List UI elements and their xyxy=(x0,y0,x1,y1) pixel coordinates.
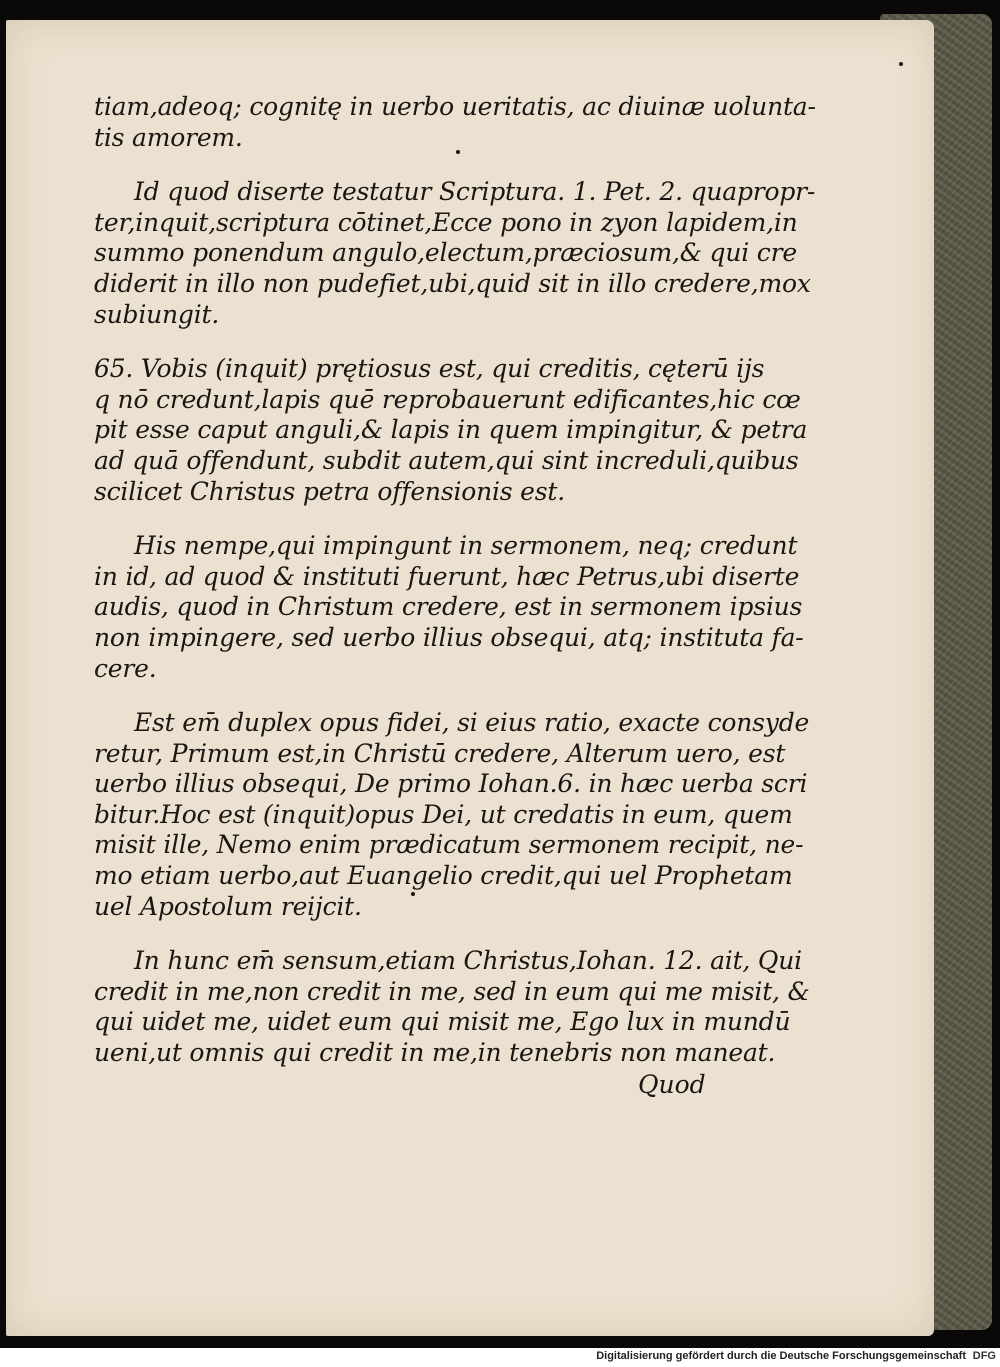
text-line: q nō credunt,lapis quē reprobauerunt edificantes,hic cœ xyxy=(94,384,801,414)
text-line: uerbo illius obsequi, De primo Iohan.6. in hæc uerba scri xyxy=(94,769,808,799)
text-line: uel Apostolum reijcit. xyxy=(94,891,362,921)
paragraph-4 xyxy=(94,531,804,684)
text-line: qui uidet me, uidet eum qui misit me, Ego lux in mundū xyxy=(94,1007,791,1037)
text-line: ueni,ut omnis qui credit in me,in tenebris non maneat. xyxy=(94,1038,776,1068)
catchword: Quod xyxy=(638,1070,706,1099)
funding-credit: Digitalisierung gefördert durch die Deutsche Forschungsgemeinschaft xyxy=(596,1350,966,1362)
paragraph-6 xyxy=(94,946,810,1068)
text-line: mo etiam uerbo,aut Euangelio credit,qui uel Prophetam xyxy=(94,861,793,891)
text-line: pit esse caput anguli,& lapis in quem impingitur, & petra xyxy=(94,415,808,445)
text-line: scilicet Christus petra offensionis est. xyxy=(94,476,566,506)
text-line: bitur.Hoc est (inquit)opus Dei, ut credatis in eum, quem xyxy=(94,799,793,829)
footer-bar xyxy=(0,1348,1000,1367)
text-line: Id quod diserte testatur Scriptura. 1. Pet. 2. quapropr- xyxy=(134,177,816,207)
text-line: tiam,adeoq; cognitę in uerbo ueritatis, ac diuinæ uolunta- xyxy=(94,92,816,121)
text-line: His nempe,qui impingunt in sermonem, neq; credunt xyxy=(134,531,798,561)
paragraph-2 xyxy=(94,177,816,330)
text-line: misit ille, Nemo enim prædicatum sermonem recipit, ne- xyxy=(94,830,804,860)
text-line: credit in me,non credit in me, sed in eum qui me misit, & xyxy=(94,976,810,1006)
text-line: in id, ad quod & instituti fuerunt, hæc Petrus,ubi diserte xyxy=(94,561,800,591)
text-line: In hunc em̄ sensum,etiam Christus,Iohan. 12. ait, Qui xyxy=(134,946,802,976)
text-line: cere. xyxy=(94,653,157,683)
ink-speck xyxy=(411,892,415,896)
ink-speck xyxy=(899,62,903,66)
text-line: summo ponendum angulo,electum,præciosum,& qui cre xyxy=(94,238,797,268)
text-line: non impingere, sed uerbo illius obsequi, atq; instituta fa- xyxy=(94,622,804,652)
book-page xyxy=(6,20,934,1336)
text-line: retur, Primum est,in Christū credere, Alterum uero, est xyxy=(94,738,786,768)
text-line: 65. Vobis (inquit) prętiosus est, qui creditis, cęterū ijs xyxy=(94,354,765,384)
text-line: audis, quod in Christum credere, est in sermonem ipsius xyxy=(94,592,803,622)
ink-speck xyxy=(456,150,460,154)
paragraph-3 xyxy=(94,354,808,507)
text-line: tis amorem. xyxy=(94,122,243,152)
paragraph-5 xyxy=(94,708,810,922)
text-line: ter,inquit,scriptura cōtinet,Ecce pono in zyon lapidem,in xyxy=(94,207,798,237)
page-text xyxy=(94,92,816,1069)
text-line: subiungit. xyxy=(94,299,220,329)
text-line: ad quā offendunt, subdit autem,qui sint increduli,quibus xyxy=(94,445,799,475)
dfg-logo: DFG xyxy=(972,1350,996,1362)
paragraph-1 xyxy=(94,92,816,153)
text-line: Est em̄ duplex opus fidei, si eius ratio, exacte consyde xyxy=(134,708,810,738)
text-line: diderit in illo non pudefiet,ubi,quid sit in illo credere,mox xyxy=(94,268,811,298)
